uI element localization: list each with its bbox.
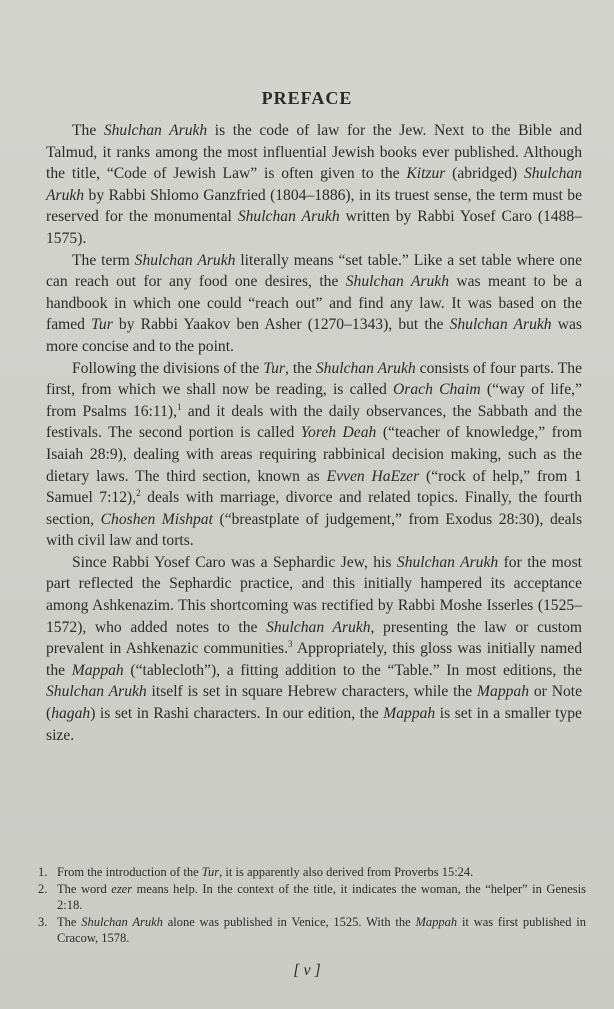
footnote-ref: 2 <box>136 487 141 498</box>
text-run: Following the divisions of the <box>72 359 264 377</box>
footnote <box>38 864 586 881</box>
text-run: Appropriately, this gloss was initially named the <box>46 640 582 679</box>
page-title: PREFACE <box>261 88 353 108</box>
italic-text: Shulchan Arukh <box>46 683 147 701</box>
footnote-number: 2. <box>38 881 48 896</box>
footnote-text <box>57 914 586 947</box>
italic-text: Shulchan Arukh <box>315 359 416 377</box>
italic-text: Shulchan Arukh <box>81 914 163 929</box>
italic-text: Tur <box>263 359 285 377</box>
italic-text: Yoreh Deah <box>300 424 377 442</box>
italic-text: ezer <box>111 881 133 896</box>
footnotes <box>38 864 586 947</box>
italic-text: Shulchan Arukh <box>449 316 552 334</box>
italic-text: Shulchan Arukh <box>396 553 499 571</box>
text-run: (“tablecloth”), a fitting addition to the “Table.” In most editions, the <box>123 661 582 679</box>
italic-text: Kitzur <box>406 165 446 183</box>
italic-text: Mappah <box>71 661 124 679</box>
page-number: [ v ] <box>293 962 321 979</box>
preface-body <box>46 120 582 746</box>
italic-text: Tur <box>201 865 220 879</box>
text-run: The <box>72 122 104 139</box>
text-run: , presenting the law or custom prevalent in Ashkenazic communities. <box>46 618 583 658</box>
text-run: The <box>57 914 82 929</box>
text-run: (“breastplate of judgement,” from Exodus 28:30), deals with civil law and torts. <box>46 510 583 550</box>
text-run: for the most part reflected the Sephardic practice, and this initially hampered its acceptance among Ashkenazim. This shortcoming was rectified by Rabbi Moshe Isserles (1525–1572), who added notes to the <box>46 553 582 636</box>
text-run: means help. In the context of the title, it indicates the woman, the “helper” in Genesis 2:18. <box>57 881 586 912</box>
footnote-ref: 1 <box>176 401 182 412</box>
text-run: deals with marriage, divorce and related topics. Finally, the fourth section, <box>46 489 582 528</box>
italic-text: Evven HaEzer <box>326 467 420 485</box>
italic-text: Shulchan Arukh <box>266 618 371 636</box>
text-run: alone was published in Venice, 1525. With the <box>162 914 416 929</box>
footnote <box>38 914 586 947</box>
text-run: From the introduction of the <box>57 865 202 879</box>
footnote-text <box>57 864 586 881</box>
paragraph <box>46 552 582 746</box>
text-run: (“teacher of knowledge,” from Isaiah 28:9), dealing with areas requiring rabbinical decision making, such as the dietary laws. The third section, known as <box>46 424 582 485</box>
text-run: The word <box>57 881 112 896</box>
text-run: (abridged) <box>445 165 524 183</box>
text-run: by Rabbi Yaakov ben Asher (1270–1343), but the <box>112 316 450 334</box>
footnote-text <box>57 881 586 914</box>
text-run: and it deals with the daily observances, the Sabbath and the festivals. The second portion is called <box>46 402 582 442</box>
text-run: consists of four parts. The first, from which we shall now be reading, is called <box>46 359 582 399</box>
text-run: is set in a smaller type size. <box>46 705 582 744</box>
footnote-ref: 3 <box>288 639 293 650</box>
italic-text: Mappah <box>477 683 530 701</box>
text-run: written by Rabbi Yosef Caro (1488–1575). <box>46 208 582 247</box>
italic-text: Choshen Mishpat <box>100 510 213 528</box>
italic-text: Shulchan Arukh <box>46 165 582 204</box>
text-run: it was first published in Cracow, 1578. <box>57 914 586 945</box>
italic-text: Tur <box>91 316 113 334</box>
text-run: Since Rabbi Yosef Caro was a Sephardic Jew, his <box>72 553 397 571</box>
italic-text: Mappah <box>415 914 458 929</box>
text-run: ) is set in Rashi characters. In our edition, the <box>90 705 384 723</box>
text-run: by Rabbi Shlomo Ganzfried (1804–1886), in its truest sense, the term must be reserved for the monumental <box>46 186 582 226</box>
text-run: literally means “set table.” Like a set table where one can reach out for any food one desires, the <box>46 251 582 291</box>
text-run: (“rock of help,” from 1 Samuel 7:12), <box>46 467 582 507</box>
text-run: was meant to be a handbook in which one could “reach out” and find any law. It was based on the famed <box>46 273 582 334</box>
text-run: is the code of law for the Jew. Next to the Bible and Talmud, it ranks among the most influential Jewish books ever published. Although the title, “Code of Jewish Law” is often given to the <box>46 122 582 183</box>
italic-text: Shulchan Arukh <box>103 122 208 139</box>
italic-text: Shulchan Arukh <box>134 251 236 269</box>
italic-text: Orach Chaim <box>393 381 481 399</box>
footnote-number: 3. <box>38 914 48 929</box>
text-run: , the <box>285 359 316 377</box>
footnote <box>38 881 586 914</box>
italic-text: Shulchan Arukh <box>237 208 340 226</box>
paragraph <box>46 120 582 250</box>
text-run: (“way of life,” from Psalms 16:11), <box>46 381 582 420</box>
footnote-number: 1. <box>38 865 48 879</box>
italic-text: Shulchan Arukh <box>345 273 449 291</box>
text-run: The term <box>72 251 135 269</box>
italic-text: hagah <box>51 705 91 723</box>
paragraph <box>46 250 582 358</box>
text-run: was more concise and to the point. <box>46 316 582 355</box>
paragraph <box>46 358 582 552</box>
text-run: itself is set in square Hebrew characters, while the <box>146 683 478 701</box>
text-run: , it is apparently also derived from Proverbs 15:24. <box>219 865 474 879</box>
italic-text: Mappah <box>383 705 436 723</box>
text-run: or Note ( <box>46 683 583 723</box>
